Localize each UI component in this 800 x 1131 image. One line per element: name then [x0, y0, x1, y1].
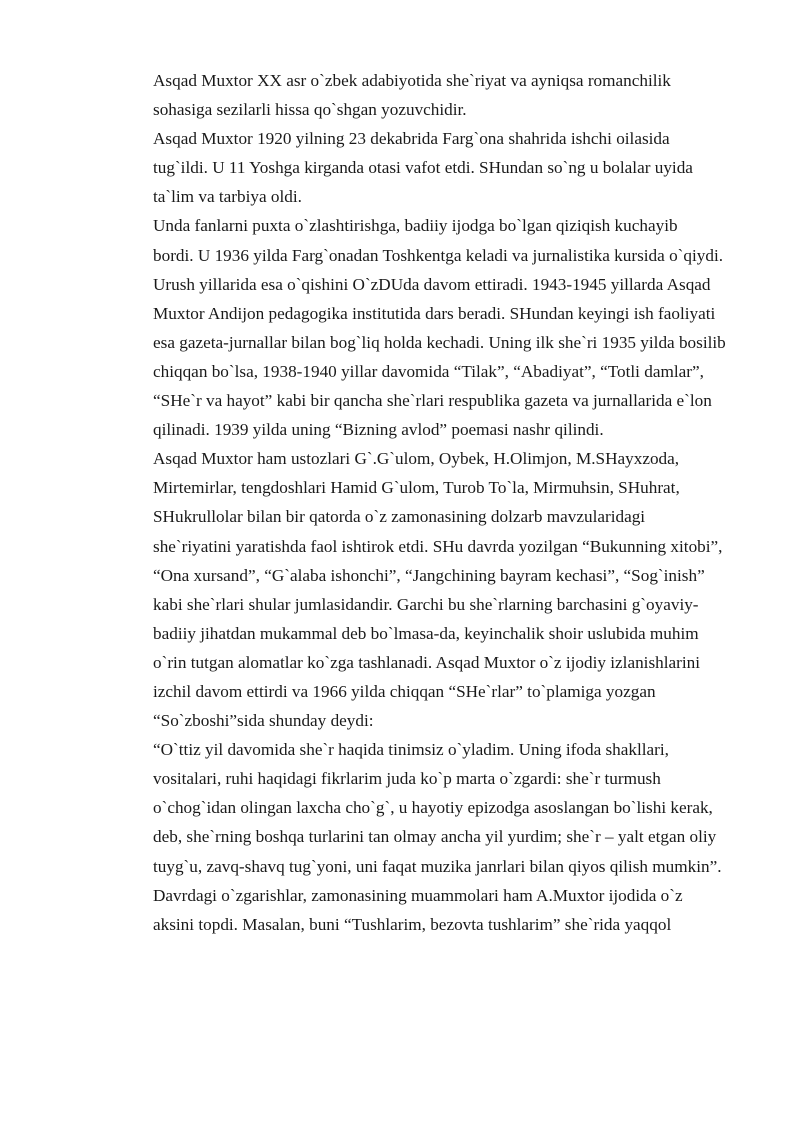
paragraph-birth	[113, 124, 730, 211]
text-line: qilinadi. 1939 yilda uning “Bizning avlod” poemasi nashr qilindi.	[153, 420, 604, 440]
paragraph-quote	[113, 735, 730, 880]
text-line: Unda fanlarni puxta o`zlashtirishga, badiiy ijodga bo`lgan qiziqish kuchayib	[153, 216, 678, 236]
text-line: badiiy jihatdan mukammal deb bo`lmasa-da, keyinchalik shoir uslubida muhim	[153, 623, 699, 643]
text-line: Asqad Muxtor XX asr o`zbek adabiyotida she`riyat va ayniqsa romanchilik	[153, 71, 671, 90]
document-page	[113, 66, 730, 939]
paragraph-education	[113, 211, 730, 444]
text-line: deb, she`rning boshqa turlarini tan olmay ancha yil yurdim; she`r – yalt etgan oliy	[153, 827, 717, 847]
text-line: Asqad Muxtor 1920 yilning 23 dekabrida Farg`ona shahrida ishchi oilasida	[153, 129, 670, 149]
text-line: “O`ttiz yil davomida she`r haqida tinimsiz o`yladim. Uning ifoda shakllari,	[153, 740, 669, 760]
text-line: bordi. U 1936 yilda Farg`onadan Toshkentga keladi va jurnalistika kursida o`qiydi.	[153, 245, 724, 265]
text-line: she`riyatini yaratishda faol ishtirok etdi. SHu davrda yozilgan “Bukunning xitobi”,	[153, 536, 723, 556]
text-line: sohasiga sezilarli hissa qo`shgan yozuvchidir.	[153, 100, 467, 120]
text-line: kabi she`rlari shular jumlasidandir. Garchi bu she`rlarning barchasini g`oyaviy-	[153, 594, 699, 614]
text-line: Urush yillarida esa o`qishini O`zDUda davom ettiradi. 1943-1945 yillarda Asqad	[153, 274, 711, 294]
text-line: “So`zboshi”sida shunday deydi:	[153, 711, 374, 731]
text-line: tug`ildi. U 11 Yoshga kirganda otasi vafot etdi. SHundan so`ng u bolalar uyida	[153, 158, 693, 178]
text-line: “SHe`r va hayot” kabi bir qancha she`rlari respublika gazeta va jurnallarida e`lon	[153, 391, 712, 411]
text-line: aksini topdi. Masalan, buni “Tushlarim, bezovta tushlarim” she`rida yaqqol	[153, 914, 672, 934]
text-line: Muxtor Andijon pedagogika institutida dars beradi. SHundan keyingi ish faoliyati	[153, 303, 716, 323]
text-line: ta`lim va tarbiya oldi.	[153, 187, 302, 207]
text-line: chiqqan bo`lsa, 1938-1940 yillar davomida “Tilak”, “Abadiyat”, “Totli damlar”,	[153, 361, 704, 381]
text-line: tuyg`u, zavq-shavq tug`yoni, uni faqat muzika janrlari bilan qiyos qilish mumkin”.	[153, 856, 722, 876]
text-line: “Ona xursand”, “G`alaba ishonchi”, “Jangchining bayram kechasi”, “Sog`inish”	[153, 565, 705, 585]
paragraph-poetry	[113, 444, 730, 735]
text-line: Asqad Muxtor ham ustozlari G`.G`ulom, Oybek, H.Olimjon, M.SHayxzoda,	[153, 449, 680, 469]
text-line: vositalari, ruhi haqidagi fikrlarim juda ko`p marta o`zgardi: she`r turmush	[153, 769, 661, 789]
paragraph-intro	[113, 66, 730, 124]
text-line: esa gazeta-jurnallar bilan bog`liq holda kechadi. Uning ilk she`ri 1935 yilda bosilib	[153, 332, 726, 352]
text-line: izchil davom ettirdi va 1966 yilda chiqqan “SHe`rlar” to`plamiga yozgan	[153, 681, 656, 701]
text-line: Davrdagi o`zgarishlar, zamonasining muammolari ham A.Muxtor ijodida o`z	[153, 885, 683, 905]
text-line: SHukrullolar bilan bir qatorda o`z zamonasining dolzarb mavzularidagi	[153, 507, 646, 527]
text-line: o`rin tutgan alomatlar ko`zga tashlanadi. Asqad Muxtor o`z ijodiy izlanishlarini	[153, 652, 700, 672]
text-line: Mirtemirlar, tengdoshlari Hamid G`ulom, Turob To`la, Mirmuhsin, SHuhrat,	[153, 478, 680, 498]
paragraph-changes	[113, 881, 730, 939]
text-line: o`chog`idan olingan laxcha cho`g`, u hayotiy epizodga asoslangan bo`lishi kerak,	[153, 798, 713, 818]
